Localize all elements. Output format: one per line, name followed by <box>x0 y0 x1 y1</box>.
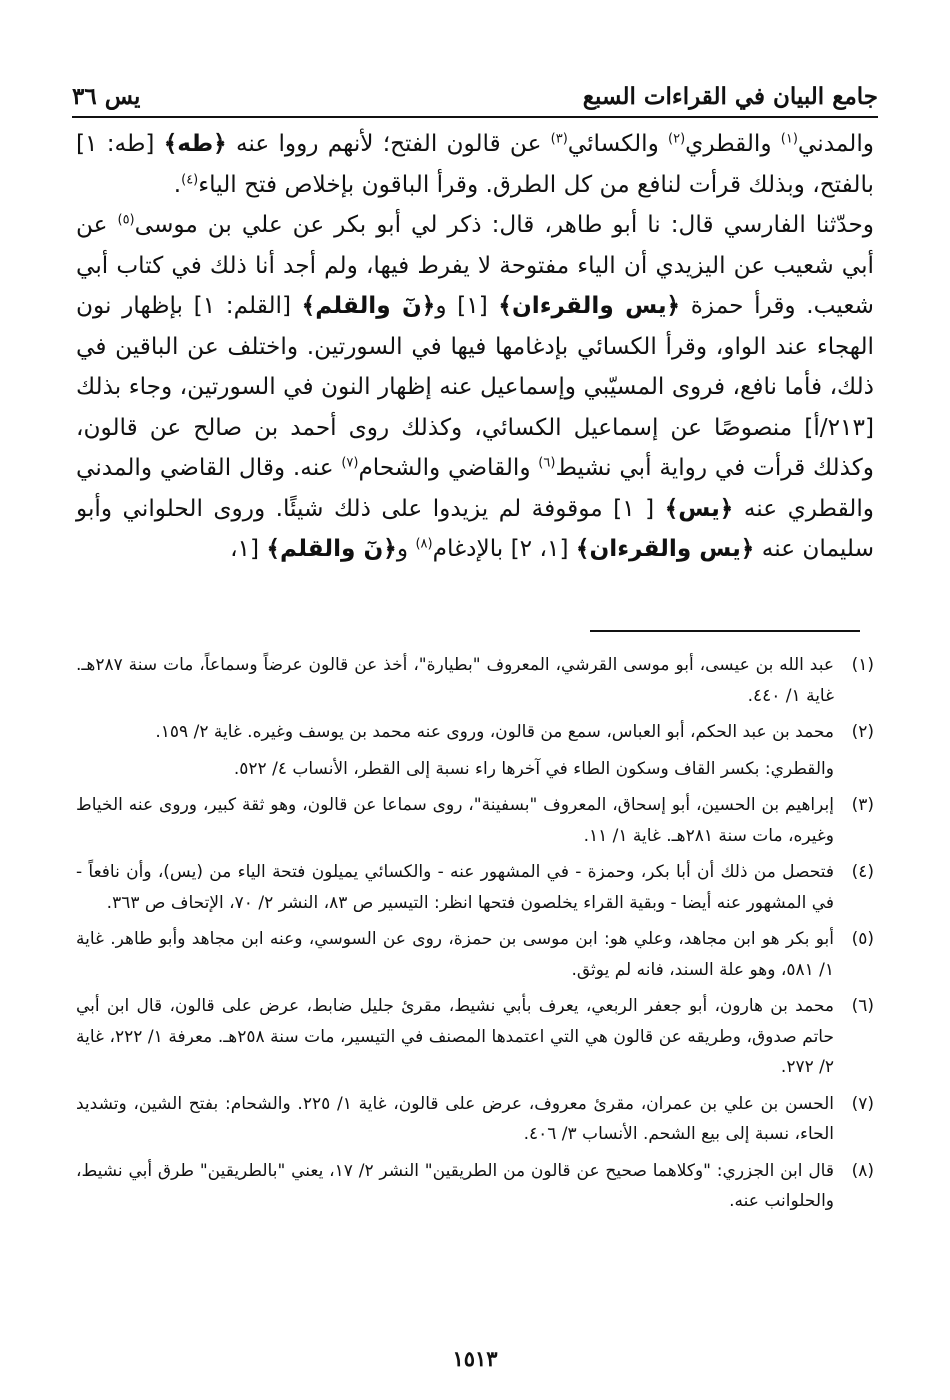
quran-quote: ﴿يس والقرءان﴾ <box>575 535 755 562</box>
text-run: [١، ٢] بالإدغام <box>432 535 576 562</box>
text-run: و <box>396 535 416 562</box>
page-number: ١٥١٣ <box>452 1346 498 1371</box>
footnote-text: الحسن بن علي بن عمران، مقرئ معروف، عرض على قالون، غاية ١/ ٢٢٥. والشحام: بفتح الشين، وتشديد الحاء، نسبة إلى بيع الشحم. الأنساب ٣/ ٤٠٦. <box>76 1093 835 1144</box>
footnote-number: (٤) <box>851 862 874 882</box>
footnote-4 <box>76 857 874 918</box>
text-run: عن أبي شعيب عن اليزيدي أن الياء مفتوحة لا يفرط فيها، ولم أجد أنا ذلك في كتاب أبي شعيب. وقرأ حمزة <box>76 211 874 319</box>
footnote-8 <box>76 1156 874 1217</box>
quran-quote: ﴿يس والقرءان﴾ <box>498 292 681 319</box>
footnote-text: عبد الله بن عيسى، أبو موسى القرشي، المعروف "بطيارة"، أخذ عن قالون عرضاً وسماعاً، مات سنة ٢٨٧هـ. غاية ١/ ٤٤٠. <box>76 655 834 706</box>
footnote-number: (٢) <box>851 722 874 742</box>
footnote-3 <box>76 790 874 851</box>
footnote-6 <box>76 991 874 1083</box>
paragraph-2 <box>76 205 874 570</box>
footnote-divider <box>590 630 860 632</box>
text-run: [طه: ١] بالفتح، وبذلك قرأت لنافع من كل الطرق. وقرأ الباقون بإخلاص فتح الياء <box>76 130 874 198</box>
text-run: والقطري <box>685 130 781 157</box>
text-run: وحدّثنا الفارسي قال: نا أبو طاهر، قال: ذكر لي أبو بكر عن علي بن موسى <box>134 211 875 238</box>
footnote-text: فتحصل من ذلك أن أبا بكر، وحمزة - في المشهور عنه - والكسائي يميلون فتحة الياء من (يس)، وأن نافعاً - في المشهور عنه أيضا - وبقية القراء يخلصون فتحها انظر: التيسير ص ٨٣، النشر ٢/ ٧٠، الإتحاف ص ٣٦٣. <box>76 862 834 913</box>
footnote-1 <box>76 650 874 711</box>
footnote-number: (٨) <box>851 1160 874 1181</box>
footnote-text: محمد بن عبد الحكم، أبو العباس، سمع من قالون، وروى عنه محمد بن يوسف وغيره. غاية ٢/ ١٥٩. <box>155 722 834 742</box>
text-run: والكسائي <box>567 130 669 157</box>
footnote-number: (٥) <box>851 929 874 949</box>
footnote-5 <box>76 924 874 985</box>
footnote-ref-7: (٧) <box>341 455 359 471</box>
text-run: [١] و <box>435 292 499 319</box>
footnote-ref-1: (١) <box>780 131 798 147</box>
footnote-2-continuation: والقطري: بكسر القاف وسكون الطاء في آخرها راء نسبة إلى القطر، الأنساب ٤/ ٥٢٢. <box>233 758 834 779</box>
footnote-7 <box>76 1089 874 1150</box>
paragraph-1 <box>76 124 874 205</box>
footnote-number: (٣) <box>851 795 874 815</box>
footnotes <box>76 650 874 1223</box>
footnote-text: أبو بكر هو ابن مجاهد، وعلي هو: ابن موسى بن حمزة، روى عن السوسي، وعنه ابن مجاهد وأبو طاهر. غاية ١/ ٥٨١، وهو علة السند، فانه لم يوثق. <box>76 929 834 980</box>
footnote-ref-6: (٦) <box>538 455 556 471</box>
footnote-text: إبراهيم بن الحسين، أبو إسحاق، المعروف "بسفينة"، روى سماعا عن قالون، وهو ثقة كبير، وروى عنه الخياط وغيره، مات سنة ٢٨١هـ. غاية ١/ ١١. <box>76 795 834 846</box>
text-run: [١، <box>230 535 267 562</box>
quran-quote: ﴿طه﴾ <box>163 130 227 157</box>
footnote-ref-5: (٥) <box>117 212 135 228</box>
quran-quote: ﴿يس﴾ <box>664 494 734 522</box>
text-run: عنه. وقال القاضي والمدني والقطري عنه <box>76 454 875 522</box>
surah-label: يس ٣٦ <box>72 83 141 110</box>
footnote-number: (٧) <box>851 1093 874 1114</box>
footnote-ref-8: (٨) <box>415 536 433 552</box>
footnote-ref-3: (٣) <box>550 131 568 147</box>
footnote-ref-4: (٤) <box>181 171 199 187</box>
book-title: جامع البيان في القراءات السبع <box>582 83 878 110</box>
text-run: . <box>173 170 182 198</box>
footnote-number: (٦) <box>851 996 874 1016</box>
footnote-number: (١) <box>851 655 874 675</box>
footnote-text: قال ابن الجزري: "وكلاهما صحيح عن قالون من الطريقين" النشر ٢/ ١٧، يعني "بالطريقين" طرق أبي نشيط، والحلوانب عنه. <box>76 1160 834 1211</box>
running-header <box>72 70 878 118</box>
text-run: والقاضي والشحام <box>358 454 539 481</box>
text-run: [ ١] موقوفة لم يزيدوا على ذلك شيئًا. وروى الحلواني وأبو سليمان عنه <box>76 494 874 562</box>
footnote-ref-2: (٢) <box>668 131 686 147</box>
text-run: عن قالون الفتح؛ لأنهم رووا عنه <box>226 130 551 157</box>
text-run: [القلم: ١] بإظهار نون الهجاء عند الواو، وقرأ الكسائي بإدغامها فيها في السورتين. واختلف عن الباقين في ذلك، فأما نافع، فروى المسيّبي وإسماعيل عنه إظهار النون في السورتين، وجاء بذلك [٢١٣/أ] منصوصًا عن إسماعيل الكسائي، وكذلك روى أحمد بن صالح عن قالون، وكذلك قرأت في رواية أبي نشيط <box>76 292 874 481</box>
quran-quote: ﴿نٓ والقلم﴾ <box>301 292 436 319</box>
footnote-2 <box>76 717 874 748</box>
main-text <box>76 124 874 570</box>
text-run: والمدني <box>797 130 874 157</box>
footnote-text: محمد بن هارون، أبو جعفر الربعي، يعرف بأبي نشيط، مقرئ جليل ضابط، عرض على قالون، قال ابن أبي حاتم صدوق، وطريقه عن قالون هي التي اعتمدها المصنف في التيسير، مات سنة ٢٥٨هـ. معرفة ١/ ٢٢٢، غاية ٢/ ٢٧٢. <box>76 996 834 1077</box>
quran-quote: ﴿نٓ والقلم﴾ <box>266 535 397 562</box>
